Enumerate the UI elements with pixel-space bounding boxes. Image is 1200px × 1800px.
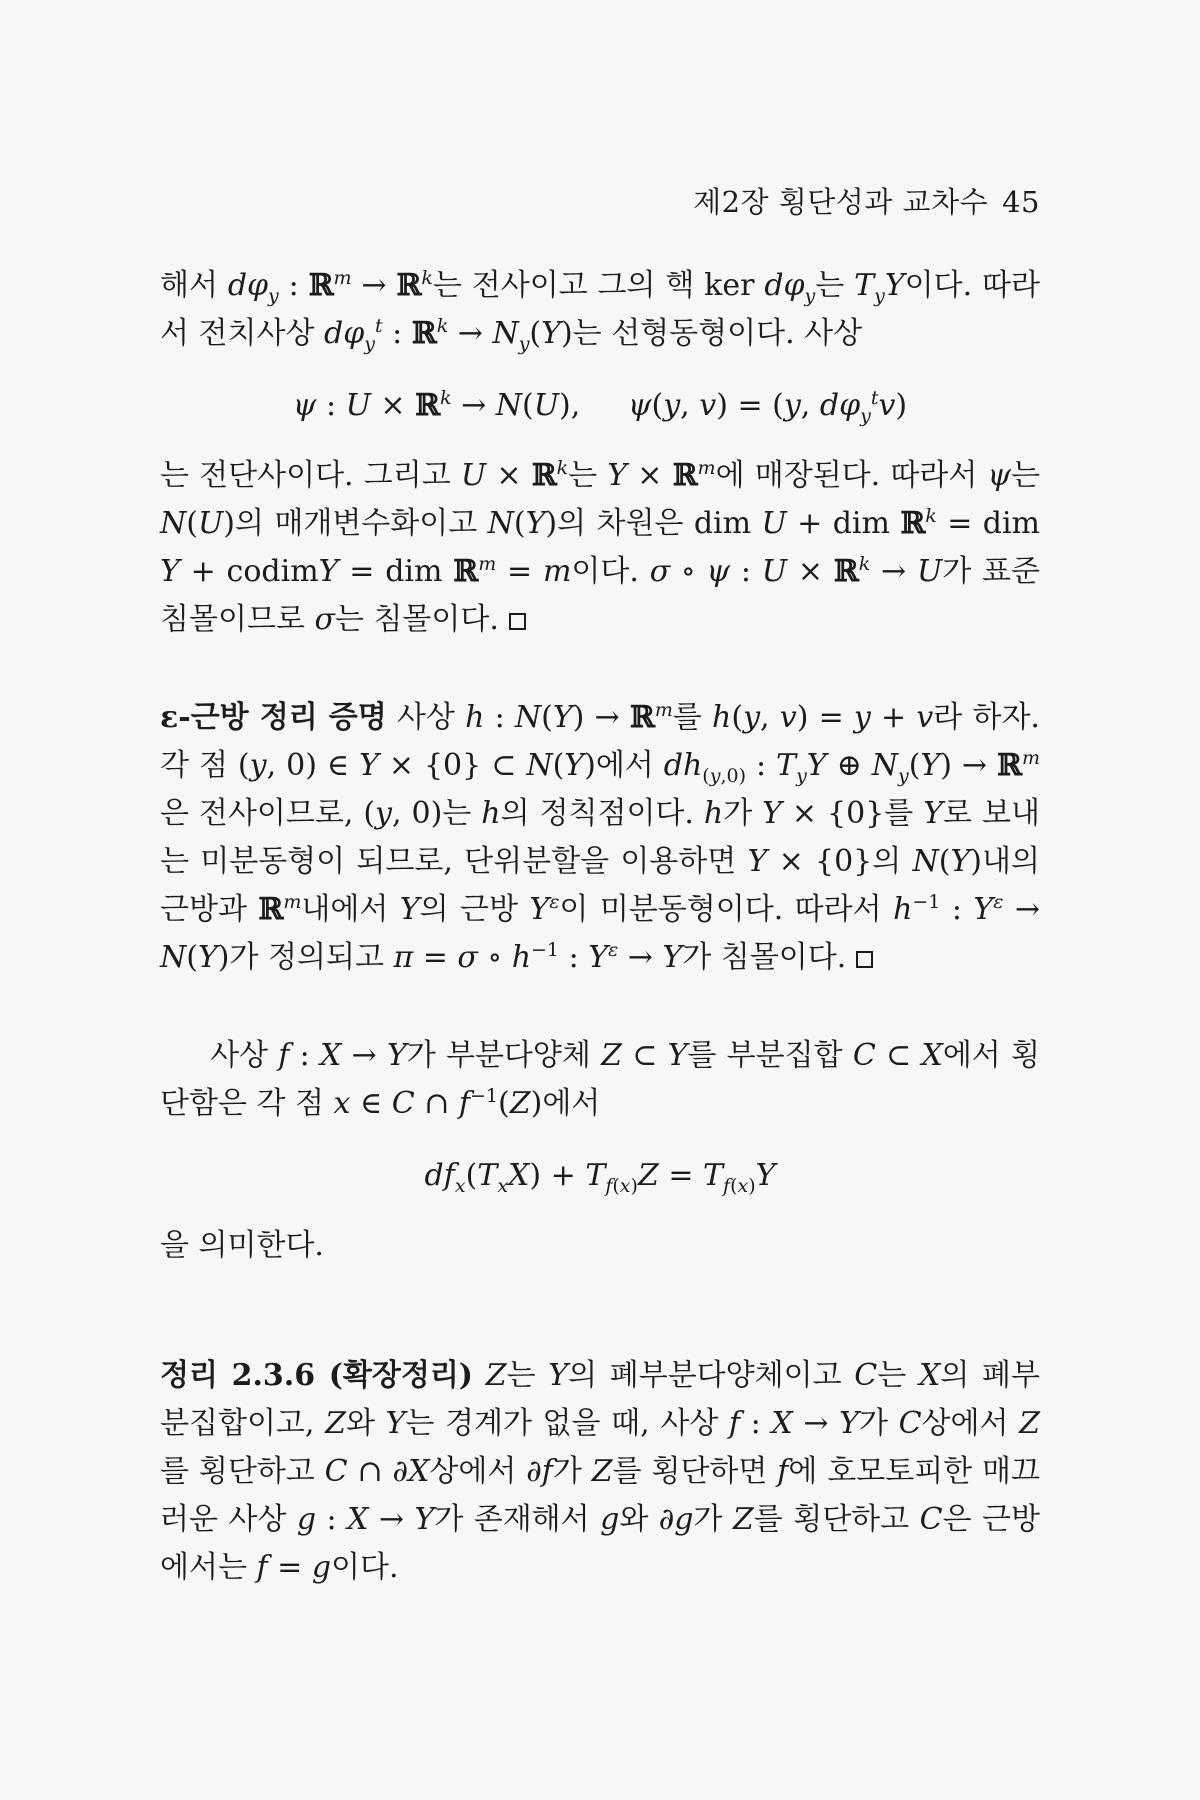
theorem-title: 정리 2.3.6 (확장정리): [160, 1358, 473, 1393]
running-header: [160, 180, 1040, 221]
page-body: [160, 262, 1040, 1592]
chapter-title: 제2장 횡단성과 교차수: [693, 185, 989, 219]
paragraph-transversal-def: 사상 f : X → Y가 부분다양체 Z ⊂ Y를 부분집합 C ⊂ X에서 횡단함은 각 점 x ∈ C ∩ $f^{-1}(Z)$에서: [160, 1038, 1040, 1121]
paragraph-meaning: 을 의미한다.: [160, 1228, 324, 1263]
display-equation-psi: ψ : U × ℝ$^k$ → N(U), ψ(y, v) = (y, $d\varphi_y^tv$): [292, 387, 908, 427]
paragraph-2: 는 전단사이다. 그리고 U × ℝ$^k$는 Y × ℝ$^m$에 매장된다. 따라서 ψ는 N(U)의 매개변수화이고 N(Y)의 차원은 dim U + dim ℝ$^k$ = dim Y + codimY = dim ℝ$^m$ = m이다. σ ∘ ψ : U × ℝ$^k$ → U가 표준침몰이므로 σ는 침몰이다.: [160, 457, 1040, 637]
qed-icon: [856, 951, 873, 968]
display-equation-transversal: $df_x(T_xX) + T_{f(x)}Z = T_{f(x)}Y$: [424, 1158, 776, 1197]
paragraph-proof-epsilon: ε-근방 정리 증명 사상 h : N(Y) → ℝ$^m$를 h(y, v) = y + v라 하자. 각 점 (y, 0) ∈ Y × {0} ⊂ N(Y)에서 $dh_{(y,0)}$ : $T_yY$ ⊕ $N_y(Y)$ → ℝ$^m$은 전사이므로, (y, 0)는 h의 정칙점이다. h가 Y × {0}를 Y로 보내는 미분동형이 되므로, 단위분할을 이용하면 Y × {0}의 N(Y)내의 근방과 ℝ$^m$내에서 Y의 근방 $Y^\varepsilon$이 미분동형이다. 따라서 $h^{-1}$ : $Y^\varepsilon \to N(Y)$가 정의되고 π = σ ∘ $h^{-1}$ : $Y^\varepsilon \to Y$가 침몰이다.: [160, 699, 1040, 975]
paragraph-1: 해서 $d\varphi_y$ : ℝ$^m$ → ℝ$^k$는 전사이고 그의 핵 ker $d\varphi_y$는 $T_yY$이다. 따라서 전치사상 $d\varphi_y^t$ : ℝ$^k$ → $N_y(Y)$는 선형동형이다. 사상: [160, 267, 1040, 355]
qed-icon: [509, 613, 526, 630]
theorem-2-3-6: 정리 2.3.6 (확장정리) Z는 Y의 폐부분다양체이고 C는 X의 폐부분집합이고, Z와 Y는 경계가 없을 때, 사상 f : X → Y가 C상에서 Z를 횡단하고 C ∩ ∂X상에서 ∂f가 Z를 횡단하면 f에 호모토피한 매끄러운 사상 g : X → Y가 존재해서 g와 ∂g가 Z를 횡단하고 C은 근방에서는 f = g이다.: [160, 1358, 1040, 1585]
proof-title: ε-근방 정리 증명: [160, 700, 387, 735]
page-number: 45: [1002, 185, 1040, 219]
